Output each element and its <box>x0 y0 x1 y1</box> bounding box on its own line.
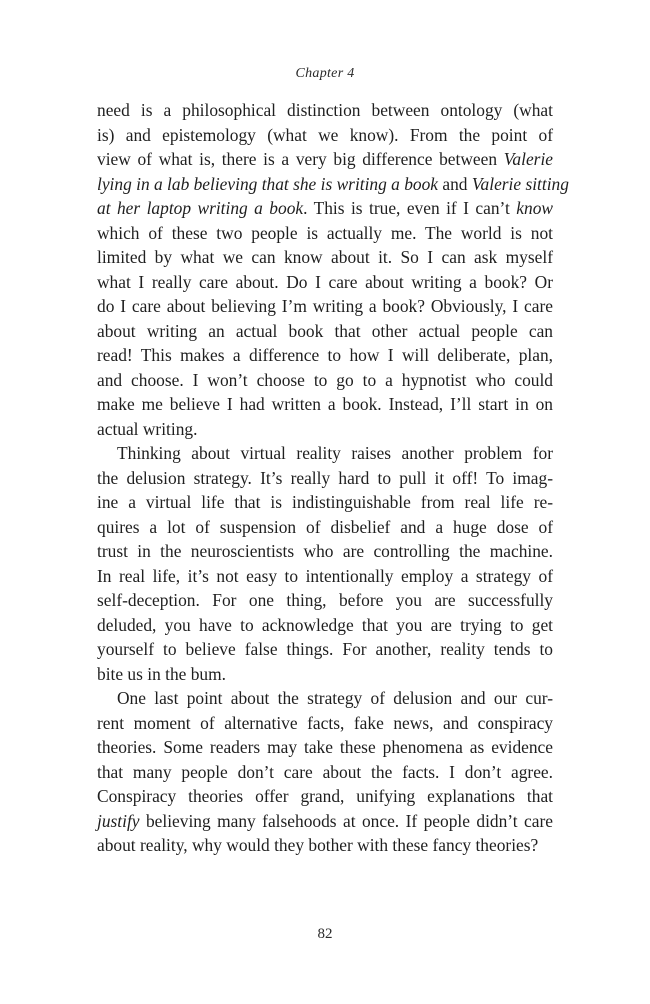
text-line <box>97 711 553 736</box>
italic-text: at her laptop writing a book <box>97 198 304 218</box>
text-line <box>97 147 553 172</box>
text-run: quires a lot of suspension of disbelief and a huge dose of <box>97 516 553 537</box>
page-number: 82 <box>317 926 333 942</box>
text-run: believing many falsehoods at once. If people didn’t care <box>139 810 553 831</box>
text-line <box>97 368 553 393</box>
text-line <box>97 294 553 319</box>
text-run: need is a philosophical distinction between ontology (what <box>97 100 553 120</box>
text-run: rent moment of alternative facts, fake news, and conspiracy <box>97 712 553 733</box>
text-line <box>97 417 553 442</box>
text-run: deluded, you have to acknowledge that you are trying to get <box>97 614 553 635</box>
text-line <box>97 809 553 834</box>
text-run: read! This makes a difference to how I will deliberate, plan, <box>97 345 553 365</box>
text-line <box>97 539 553 564</box>
text-run: self-deception. For one thing, before you are successfully <box>97 590 553 610</box>
text-run: . This is true, even if I can’t <box>303 198 517 218</box>
italic-text: lying in a lab believing that she is writing a book <box>97 173 439 194</box>
text-line <box>97 196 553 221</box>
text-run: ine a virtual life that is indistinguishable from real life re- <box>97 492 553 512</box>
text-line <box>97 515 553 540</box>
text-run: what I really care about. Do I care about writing a book? Or <box>97 271 553 292</box>
text-run: is) and epistemology (what we know). From the point of <box>97 124 553 145</box>
text-line <box>97 270 553 295</box>
text-run: view of what is, there is a very big difference between <box>97 149 504 169</box>
text-line <box>97 466 553 491</box>
text-run: about reality, why would they bother with these fancy theories? <box>97 835 539 855</box>
text-line <box>97 172 569 197</box>
italic-text: know <box>516 198 553 218</box>
text-run: about writing an actual book that other actual people can <box>97 320 553 341</box>
text-line <box>97 686 553 711</box>
text-run: that many people don’t care about the facts. I don’t agree. <box>97 761 553 782</box>
text-run: trust in the neuroscientists who are controlling the machine. <box>97 541 553 561</box>
text-line <box>97 662 553 687</box>
text-line <box>97 392 553 417</box>
body-text <box>97 98 569 858</box>
text-line <box>97 564 553 589</box>
text-line <box>97 760 553 785</box>
text-line <box>97 319 553 344</box>
italic-text: Valerie <box>503 149 553 169</box>
text-line <box>97 98 553 123</box>
text-line <box>97 588 553 613</box>
text-run: Thinking about virtual reality raises another problem for <box>117 443 553 463</box>
text-run: and choose. I won’t choose to go to a hypnotist who could <box>97 369 553 390</box>
text-line <box>97 343 553 368</box>
text-run: limited by what we can know about it. So I can ask myself <box>97 247 553 267</box>
text-run: actual writing. <box>97 418 198 439</box>
paragraph <box>97 686 553 858</box>
running-head: Chapter 4 <box>295 66 355 81</box>
text-line <box>97 735 553 760</box>
text-run: bite us in the bum. <box>97 663 226 684</box>
text-line <box>97 441 553 466</box>
text-run: and <box>438 173 472 194</box>
text-line <box>97 245 553 270</box>
text-run: which of these two people is actually me. The world is not <box>97 222 553 243</box>
text-run: yourself to believe false things. For another, reality tends to <box>97 639 553 659</box>
text-run: Conspiracy theories offer grand, unifying explanations that <box>97 786 553 806</box>
text-run: make me believe I had written a book. Instead, I’ll start in on <box>97 394 553 414</box>
paragraph <box>97 441 553 686</box>
text-line <box>97 490 553 515</box>
italic-text: Valerie sitting <box>471 173 569 194</box>
text-run: In real life, it’s not easy to intentionally employ a strategy of <box>97 565 553 586</box>
text-run: theories. Some readers may take these phenomena as evidence <box>97 737 553 757</box>
text-line <box>97 613 553 638</box>
text-line <box>97 637 553 662</box>
text-run: One last point about the strategy of delusion and our cur- <box>117 688 553 708</box>
text-run: the delusion strategy. It’s really hard to pull it off! To imag- <box>97 467 553 488</box>
paragraph <box>97 98 569 441</box>
text-line <box>97 833 553 858</box>
text-line <box>97 784 553 809</box>
text-run: do I care about believing I’m writing a book? Obviously, I care <box>97 296 553 316</box>
italic-text: justify <box>97 810 140 831</box>
text-line <box>97 221 553 246</box>
text-line <box>97 123 553 148</box>
